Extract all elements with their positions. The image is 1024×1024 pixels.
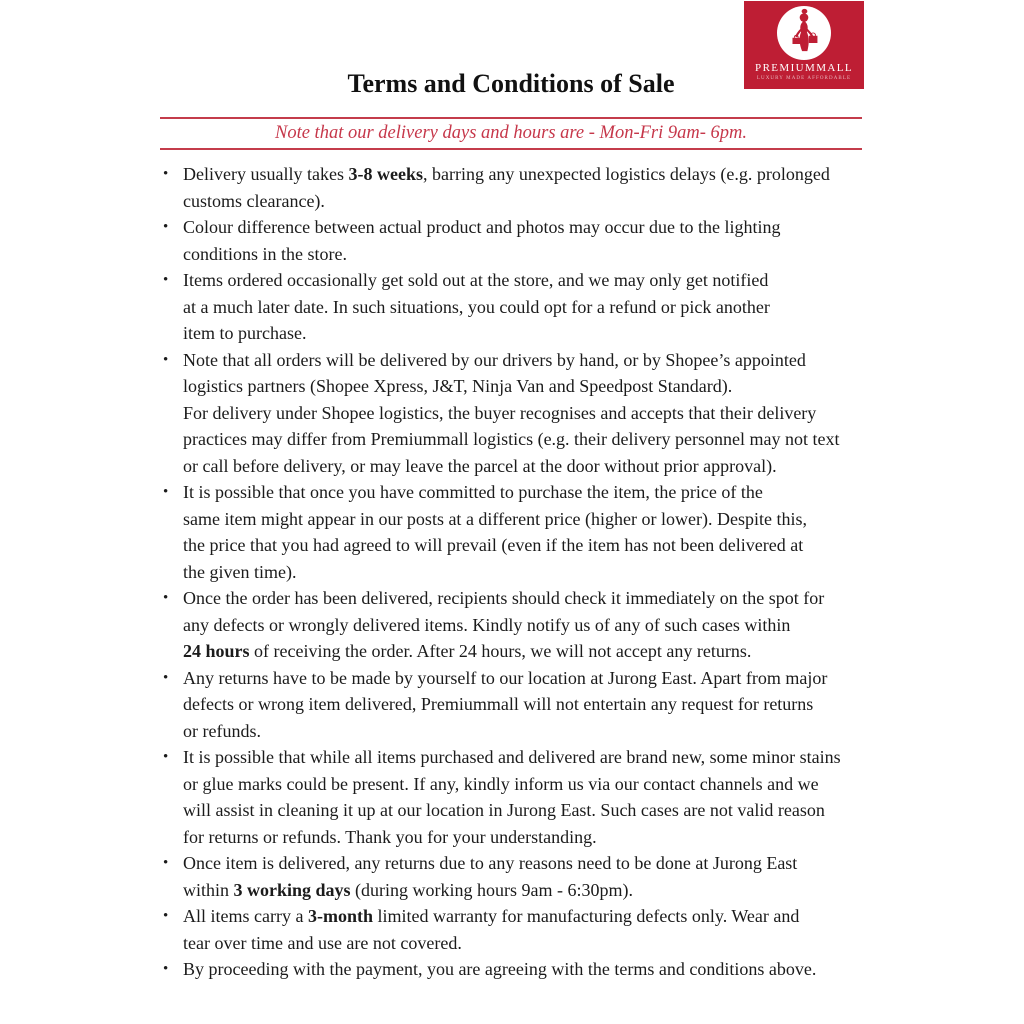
terms-list: [160, 161, 874, 983]
terms-list-item: [160, 267, 874, 347]
term-text: It is possible that while all items purchased and delivered are brand new, some minor stains or glue marks could be present. If any, kindly inform us via our contact channels and we will assist in cleaning it up at our location in Jurong East. Such cases are not valid reason for returns or refunds. Thank you for your understanding.: [183, 747, 841, 847]
woman-with-shopping-bags-icon: [780, 7, 828, 60]
terms-list-item: [160, 665, 874, 745]
term-text: Colour difference between actual product and photos may occur due to the lighting conditions in the store.: [183, 217, 781, 264]
term-text: By proceeding with the payment, you are agreeing with the terms and conditions above.: [183, 959, 817, 979]
logo-brand-name: PREMIUMMALL: [755, 62, 853, 74]
bullet-marker: •: [163, 166, 169, 182]
bullet-marker: •: [163, 749, 169, 765]
terms-list-item: [160, 744, 874, 850]
term-text: It is possible that once you have committed to purchase the item, the price of the same item might appear in our posts at a different price (higher or lower). Despite this, the price that you had agreed to will prevail (even if the item has not been delivered at the given time).: [183, 482, 807, 582]
term-text: Note that all orders will be delivered by our drivers by hand, or by Shopee’s appointed logistics partners (Shopee Xpress, J&T, Ninja Van and Speedpost Standard). For delivery under Shopee logistics, the buyer recognises and accepts that their delivery practices may differ from Premiummall logistics (e.g. their delivery personnel may not text or call before delivery, or may leave the parcel at the door without prior approval).: [183, 349, 840, 476]
term-text: Items ordered occasionally get sold out at the store, and we may only get notified at a much later date. In such situations, you could opt for a refund or pick another item to purchase.: [183, 270, 770, 343]
logo-tagline: LUXURY MADE AFFORDABLE: [756, 76, 852, 81]
bullet-marker: •: [163, 219, 169, 235]
term-text: Delivery usually takes 3-8 weeks, barring any unexpected logistics delays (e.g. prolonged customs clearance).: [183, 164, 830, 211]
bullet-marker: •: [163, 855, 169, 871]
term-text: Once item is delivered, any returns due to any reasons need to be done at Jurong East within 3 working days (during working hours 9am - 6:30pm).: [183, 853, 798, 900]
term-text: All items carry a 3-month limited warranty for manufacturing defects only. Wear and tear over time and use are not covered.: [183, 906, 800, 953]
bullet-marker: •: [163, 908, 169, 924]
term-text: Any returns have to be made by yourself to our location at Jurong East. Apart from major defects or wrong item delivered, Premiummall will not entertain any request for returns or refunds.: [183, 667, 828, 741]
bullet-marker: •: [163, 961, 169, 977]
bullet-marker: •: [163, 272, 169, 288]
term-text: Once the order has been delivered, recipients should check it immediately on the spot for any defects or wrongly delivered items. Kindly notify us of any of such cases within 24 hours of receiving the order. After 24 hours, we will not accept any returns.: [183, 588, 825, 661]
bullet-marker: •: [163, 590, 169, 606]
terms-list-item: [160, 479, 874, 585]
bullet-marker: •: [163, 484, 169, 500]
terms-list-item: [160, 903, 874, 956]
delivery-notice-box: [160, 117, 862, 150]
terms-list-item: [160, 347, 874, 480]
terms-list-item: [160, 214, 874, 267]
bullet-marker: •: [163, 669, 169, 686]
terms-list-item: [160, 850, 874, 903]
terms-list-item: [160, 956, 874, 983]
logo-circle: [777, 6, 831, 60]
bullet-marker: •: [163, 351, 169, 368]
terms-list-item: [160, 585, 874, 665]
terms-list-item: [160, 161, 874, 214]
delivery-notice-text: Note that our delivery days and hours are - Mon-Fri 9am- 6pm.: [274, 123, 748, 143]
page-title: Terms and Conditions of Sale: [347, 69, 675, 98]
